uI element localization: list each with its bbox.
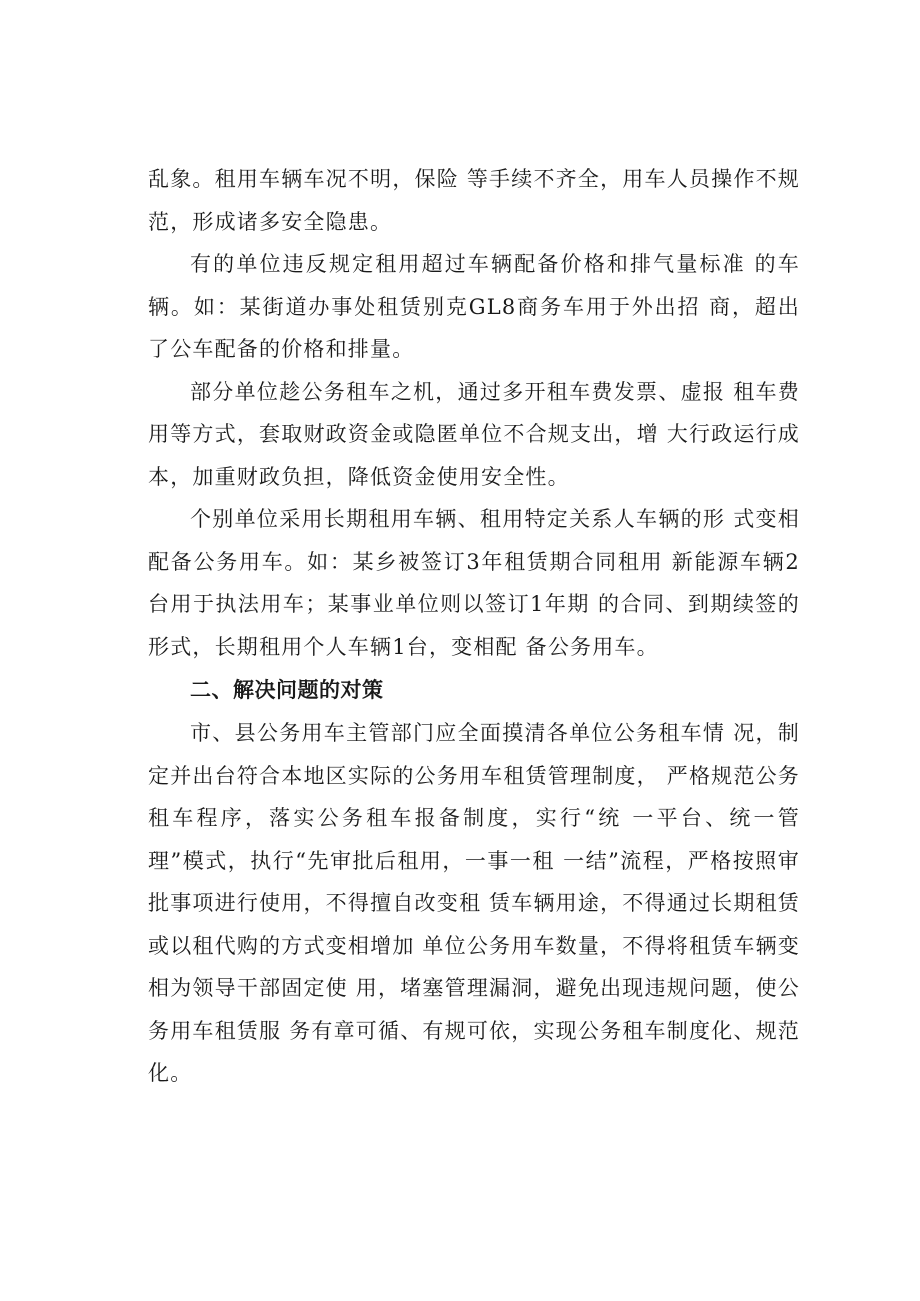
paragraph-fraudulent-invoices: 部分单位趁公务租车之机，通过多开租车费发票、虚报 租车费用等方式，套取财政资金或隐匿单位不合规支出，增 大行政运行成本，加重财政负担，降低资金使用安全性。 — [148, 379, 800, 489]
paragraph-continued: 乱象。租用车辆车况不明，保险 等手续不齐全，用车人员操作不规范，形成诸多安全隐患。 — [148, 167, 800, 234]
section-heading: 二、解决问题的对策 — [190, 678, 384, 702]
document-body — [148, 158, 800, 1095]
paragraph-over-standard-vehicles: 有的单位违反规定租用超过车辆配备价格和排气量标准 的车辆。如：某街道办事处租赁别克GL8商务车用于外出招 商，超出了公车配备的价格和排量。 — [148, 252, 800, 361]
paragraph-long-term-leasing: 个别单位采用长期租用车辆、租用特定关系人车辆的形 式变相配备公务用车。如：某乡被签订3年租赁期合同租用 新能源车辆2台用于执法用车；某事业单位则以签订1年期 的合同、到期续签的形式，长期租用个人车辆1台，变相配 备公务用车。 — [148, 507, 800, 659]
paragraph-countermeasures: 市、县公务用车主管部门应全面摸清各单位公务租车情 况，制定并出台符合本地区实际的公务用车租赁管理制度， 严格规范公务租车程序，落实公务租车报备制度，实行“统 一平台、统一管理”模式，执行“先审批后租用，一事一租 一结”流程，严格按照审批事项进行使用，不得擅自改变租 赁车辆用途，不得通过长期租赁或以租代购的方式变相增加 单位公务用车数量，不得将租赁车辆变相为领导干部固定使 用，堵塞管理漏洞，避免出现违规问题，使公务用车租赁服 务有章可循、有规可依，实现公务租车制度化、规范化。 — [148, 721, 800, 1085]
